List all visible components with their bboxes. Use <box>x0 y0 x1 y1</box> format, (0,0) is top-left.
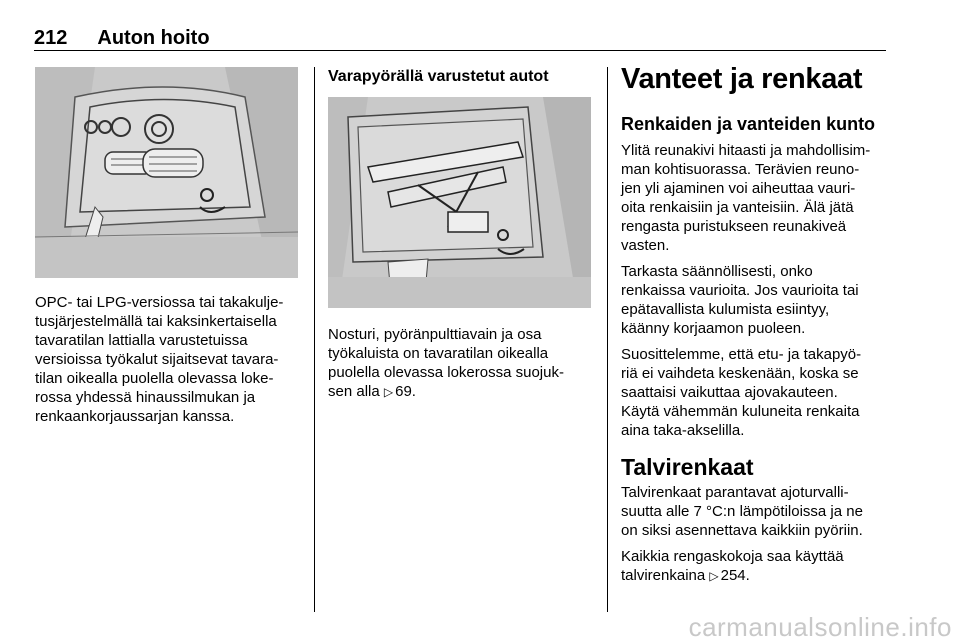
caption-line: työkaluista on tavaratilan oikealla <box>328 345 549 362</box>
trunk-tools-illustration <box>35 67 298 278</box>
section-heading-winter-tires: Talvirenkaat <box>621 454 754 480</box>
text-line: renkaissa vaurioita. Jos vaurioita tai <box>621 282 859 299</box>
caption-line-with-ref <box>328 382 598 402</box>
page-reference-link[interactable]: 69. <box>395 383 416 400</box>
text-line: aina taka-akselilla. <box>621 422 745 439</box>
caption-line: Nosturi, pyöränpulttiavain ja osa <box>328 326 542 343</box>
text-line: Tarkasta säännöllisesti, onko <box>621 263 813 280</box>
chapter-title: Auton hoito <box>97 27 210 49</box>
text-line: Kaikkia rengaskokoja saa käyttää <box>621 548 844 565</box>
text-line: Ylitä reunakivi hitaasti ja mahdollisim- <box>621 142 871 159</box>
watermark-text: carmanualsonline.info <box>688 612 952 642</box>
col3 <box>621 63 891 593</box>
paragraph <box>621 345 891 440</box>
text-line: oita renkaisiin ja vanteisiin. Älä jätä <box>621 199 854 216</box>
column-divider-2 <box>607 67 608 612</box>
caption-line: tavaratilan lattialla varustetuissa <box>35 332 248 349</box>
text-line: epätavallista kulumista esiintyy, <box>621 301 830 318</box>
text-line: saattaisi vaikuttaa ajovakauteen. <box>621 384 838 401</box>
column-divider-1 <box>314 67 315 612</box>
header-rule <box>34 50 886 51</box>
jack-tools-illustration <box>328 97 591 308</box>
page-header <box>34 27 210 50</box>
text-line: riä ei vaihdeta keskenään, koska se <box>621 365 859 382</box>
caption-line: renkaankorjaussarjan kanssa. <box>35 408 235 425</box>
page-title: Vanteet ja renkaat <box>621 63 863 95</box>
page-reference-link[interactable]: 254. <box>720 567 750 584</box>
text-line-with-ref <box>621 566 891 586</box>
caption-line: versioissa työkalut sijaitsevat tavara- <box>35 351 279 368</box>
text-line: suutta alle 7 °C:n lämpötiloissa ja ne <box>621 503 863 520</box>
col2-caption <box>328 325 598 402</box>
text-line: Käytä vähemmän kuluneita renkaita <box>621 403 860 420</box>
text-line: on siksi asennettava kaikkiin pyöriin. <box>621 522 863 539</box>
text-line: talvirenkaina <box>621 567 706 584</box>
caption-line: tilan oikealla puolella olevassa loke- <box>35 370 274 387</box>
text-line: vasten. <box>621 237 670 254</box>
text-line: rengasta puristukseen reunakiveä <box>621 218 847 235</box>
page-number: 212 <box>34 27 68 49</box>
caption-line: OPC- tai LPG-versiossa tai takakulje- <box>35 294 284 311</box>
col1-caption <box>35 293 300 426</box>
text-line: käänny korjaamon puoleen. <box>621 320 806 337</box>
caption-line: tusjärjestelmällä tai kaksinkertaisella <box>35 313 277 330</box>
text-line: jen yli ajaminen voi aiheuttaa vauri- <box>621 180 856 197</box>
jack-tools-figure <box>328 97 591 308</box>
trunk-tools-figure <box>35 67 298 278</box>
caption-line: rossa yhdessä hinaussilmukan ja <box>35 389 256 406</box>
paragraph <box>621 262 891 338</box>
paragraph <box>621 141 891 255</box>
section-heading-tire-condition: Renkaiden ja vanteiden kunto <box>621 114 876 134</box>
text-line: man kohtisuorassa. Terävien reuno- <box>621 161 860 178</box>
caption-line: sen alla <box>328 383 380 400</box>
text-line: Suosittelemme, että etu- ja takapyö- <box>621 346 862 363</box>
text-line: Talvirenkaat parantavat ajoturvalli- <box>621 484 849 501</box>
triangle-arrow-icon: ▷ <box>709 569 719 583</box>
caption-line: puolella olevassa lokerossa suojuk- <box>328 364 564 381</box>
section-body-tire-condition <box>621 141 891 440</box>
section-body-winter-tires <box>621 483 891 586</box>
paragraph <box>621 547 891 586</box>
triangle-arrow-icon: ▷ <box>383 385 394 399</box>
paragraph <box>621 483 891 540</box>
spare-wheel-heading: Varapyörällä varustetut autot <box>328 68 549 85</box>
